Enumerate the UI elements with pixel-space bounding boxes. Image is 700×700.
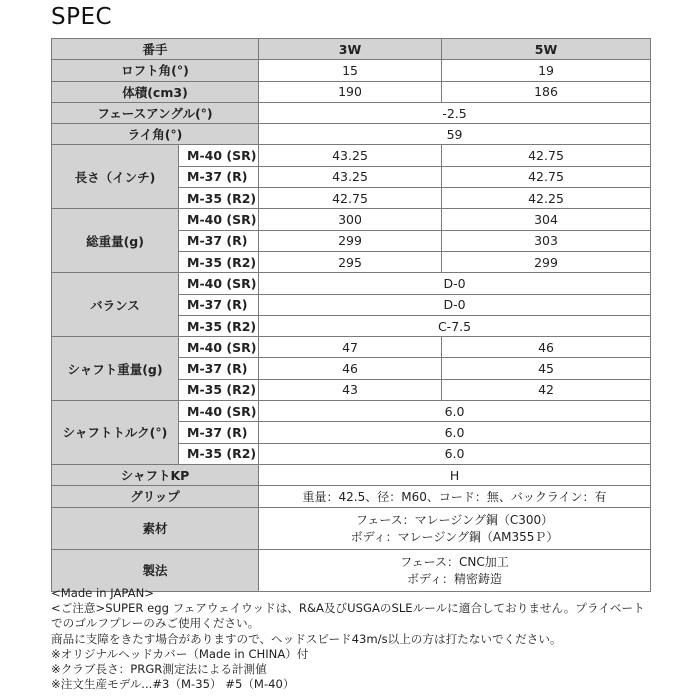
shaft-label: M-40 (SR): [179, 273, 259, 294]
cell-value: 304: [442, 209, 651, 230]
table-row: [52, 124, 651, 145]
table-row: [52, 337, 651, 358]
header-label: 番手: [52, 39, 259, 60]
row-label: ライ角(°): [52, 124, 259, 145]
notes: [51, 586, 671, 692]
note-line: ※オリジナルヘッドカバー（Made in CHINA）付: [51, 646, 309, 661]
shaft-label: M-37 (R): [179, 358, 259, 379]
row-label: グリップ: [52, 486, 259, 507]
cell-value: 6.0: [259, 422, 651, 443]
cell-value: 299: [259, 230, 442, 251]
shaft-label: M-37 (R): [179, 422, 259, 443]
shaft-label: M-35 (R2): [179, 443, 259, 464]
table-row: [52, 102, 651, 123]
header-5w: 5W: [442, 39, 651, 60]
shaft-label: M-35 (R2): [179, 188, 259, 209]
note-line: <ご注意>SUPER egg フェアウェイウッドは、R&A及びUSGAのSLEルールに適合しておりません。プライベート: [51, 601, 645, 616]
row-label: シャフト重量(g): [52, 337, 179, 401]
cell-value: 6.0: [259, 443, 651, 464]
header-3w: 3W: [259, 39, 442, 60]
cell-value: D-0: [259, 273, 651, 294]
table-row: [52, 81, 651, 102]
cell-value: 45: [442, 358, 651, 379]
cell-value: 42.25: [442, 188, 651, 209]
cell-value: 46: [259, 358, 442, 379]
cell-value: -2.5: [259, 102, 651, 123]
row-label: 素材: [52, 507, 259, 549]
cell-value: 6.0: [259, 401, 651, 422]
shaft-label: M-40 (SR): [179, 337, 259, 358]
note-line: でのゴルフプレーのみご使用ください。: [51, 616, 260, 631]
cell-value: C-7.5: [259, 315, 651, 336]
row-label: 体積(cm3): [52, 81, 259, 102]
cell-value: 42.75: [442, 145, 651, 166]
table-row: [52, 549, 651, 591]
shaft-label: M-37 (R): [179, 230, 259, 251]
shaft-label: M-37 (R): [179, 166, 259, 187]
shaft-label: M-35 (R2): [179, 251, 259, 272]
shaft-label: M-35 (R2): [179, 379, 259, 400]
spec-table: [51, 38, 651, 592]
cell-value: 47: [259, 337, 442, 358]
cell-value: 59: [259, 124, 651, 145]
shaft-label: M-40 (SR): [179, 145, 259, 166]
row-label: 長さ（インチ): [52, 145, 179, 209]
page-title: SPEC: [51, 4, 113, 30]
table-row: [52, 464, 651, 485]
cell-value: 42: [442, 379, 651, 400]
cell-value: D-0: [259, 294, 651, 315]
row-label: フェースアングル(°): [52, 102, 259, 123]
table-row: [52, 145, 651, 166]
cell-value: 43.25: [259, 166, 442, 187]
cell-value: 190: [259, 81, 442, 102]
cell-value: 299: [442, 251, 651, 272]
cell-value: [259, 507, 651, 549]
table-row: [52, 486, 651, 507]
row-label: シャフトトルク(°): [52, 401, 179, 465]
table-row: [52, 273, 651, 294]
cell-value: 186: [442, 81, 651, 102]
material-line-1: フェース：マレージング鋼（C300）: [355, 513, 554, 528]
cell-value: [259, 549, 651, 591]
table-row: [52, 401, 651, 422]
cell-value: 295: [259, 251, 442, 272]
shaft-label: M-40 (SR): [179, 401, 259, 422]
manufacturing-line-1: フェース：CNC加工: [400, 555, 509, 570]
shaft-label: M-35 (R2): [179, 315, 259, 336]
cell-value: 43.25: [259, 145, 442, 166]
row-label: 総重量(g): [52, 209, 179, 273]
note-line: 商品に支障をきたす場合がありますので、ヘッドスピード43m/s以上の方は打たないでください。: [51, 631, 562, 646]
cell-value: 303: [442, 230, 651, 251]
cell-value: H: [259, 464, 651, 485]
cell-value: 42.75: [259, 188, 442, 209]
cell-value: 15: [259, 60, 442, 81]
cell-value: 重量：42.5、径：M60、コード：無、バックライン：有: [259, 486, 651, 507]
table-row: [52, 209, 651, 230]
table-row: [52, 507, 651, 549]
cell-value: 43: [259, 379, 442, 400]
cell-value: 300: [259, 209, 442, 230]
note-line: ※クラブ長さ：PRGR測定法による計測値: [51, 662, 267, 677]
cell-value: 46: [442, 337, 651, 358]
table-row: [52, 60, 651, 81]
shaft-label: M-40 (SR): [179, 209, 259, 230]
manufacturing-line-2: ボディ：精密鋳造: [406, 572, 503, 587]
cell-value: 19: [442, 60, 651, 81]
row-label: バランス: [52, 273, 179, 337]
table-row: [52, 39, 651, 60]
row-label: シャフトKP: [52, 464, 259, 485]
note-line: ※注文生産モデル...#3（M-35） #5（M-40）: [51, 677, 295, 692]
material-line-2: ボディ：マレージング鋼（AM355Ｐ）: [350, 530, 559, 545]
row-label: ロフト角(°): [52, 60, 259, 81]
row-label: 製法: [52, 549, 259, 591]
note-line: <Made in JAPAN>: [51, 586, 154, 600]
shaft-label: M-37 (R): [179, 294, 259, 315]
cell-value: 42.75: [442, 166, 651, 187]
